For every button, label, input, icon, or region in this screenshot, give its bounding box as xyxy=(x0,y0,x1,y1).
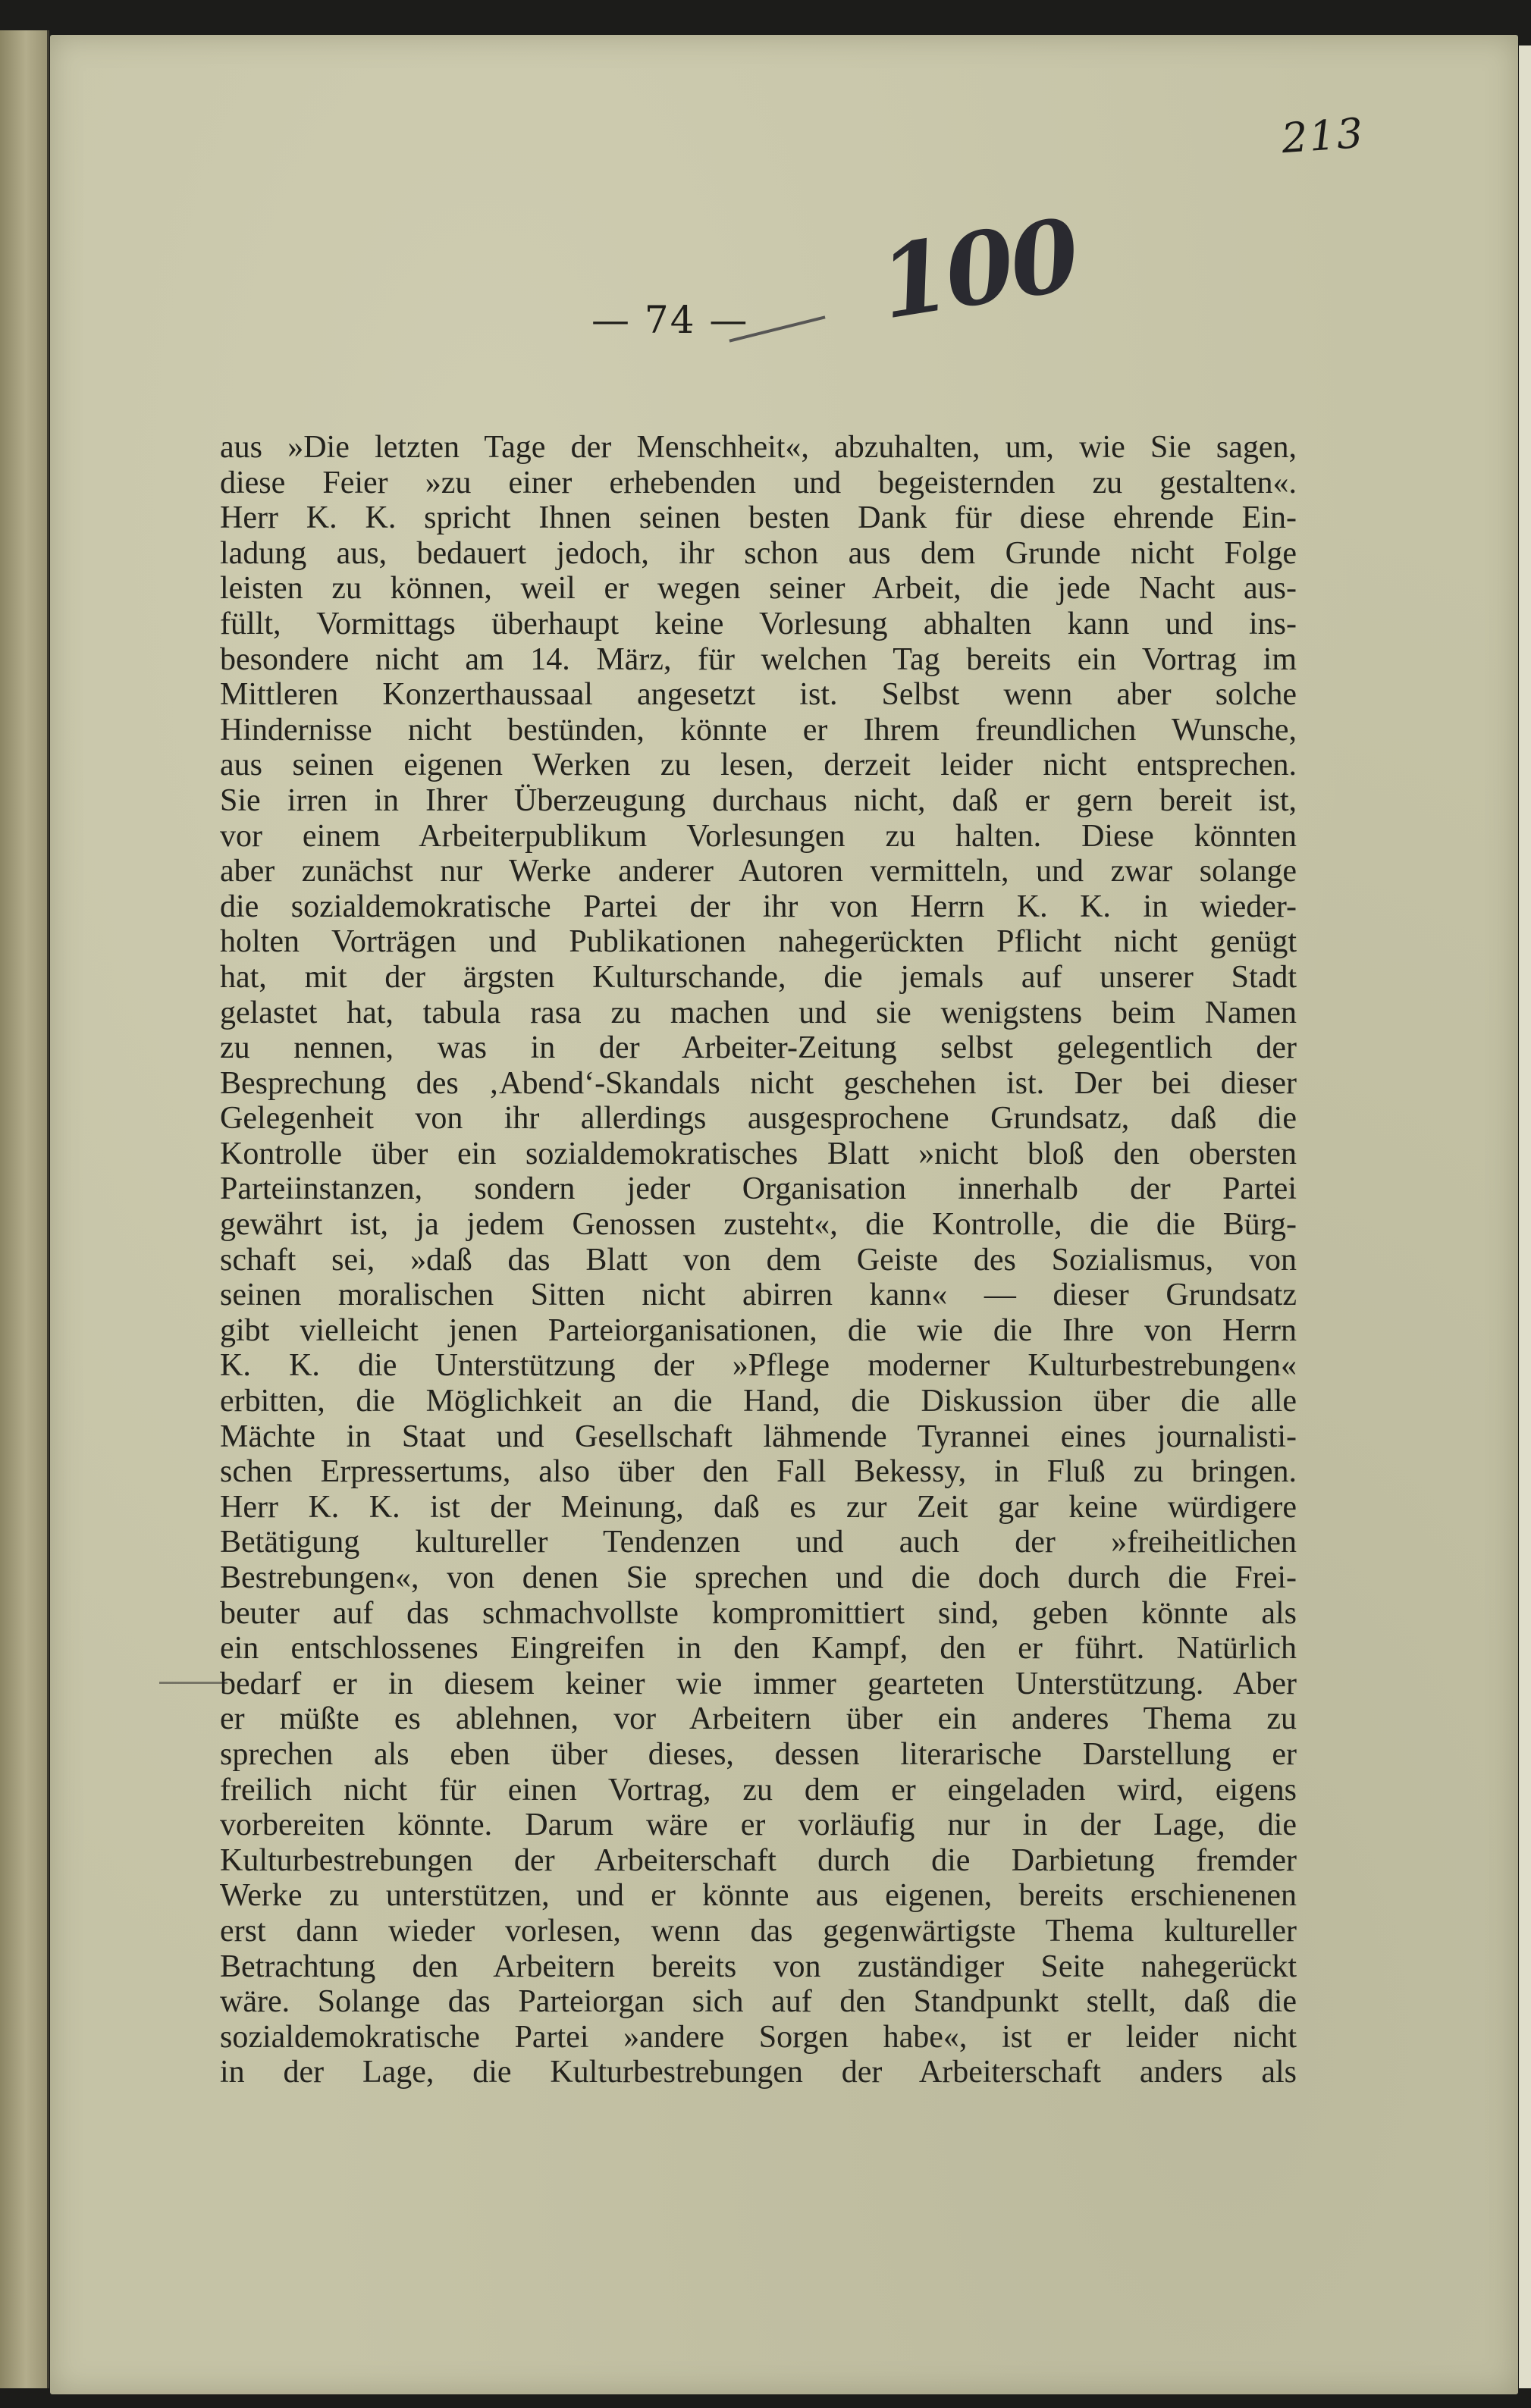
text-line: Hindernisse nicht bestünden, könnte er Ihrem freundlichen Wunsche, xyxy=(220,712,1297,748)
book-spine-edge xyxy=(0,30,49,2388)
text-line: hat, mit der ärgsten Kulturschande, die jemals auf unserer Stadt xyxy=(220,959,1297,995)
text-line: gibt vielleicht jenen Parteiorganisationen, die wie die Ihre von Herrn xyxy=(220,1312,1297,1348)
text-line: gewährt ist, ja jedem Genossen zusteht«, die Kontrolle, die die Bürg- xyxy=(220,1207,1297,1243)
text-line: in der Lage, die Kulturbestrebungen der Arbeiterschaft anders als xyxy=(220,2055,1297,2090)
text-line: Kontrolle über ein sozialdemokratisches Blatt »nicht bloß den obersten xyxy=(220,1136,1297,1171)
text-line: ladung aus, bedauert jedoch, ihr schon aus dem Grunde nicht Folge xyxy=(220,535,1297,571)
text-line: Bestrebungen«, von denen Sie sprechen und die doch durch die Frei- xyxy=(220,1560,1297,1595)
text-line: beuter auf das schmachvollste kompromittiert sind, geben könnte als xyxy=(220,1595,1297,1631)
text-line: Betrachtung den Arbeitern bereits von zuständiger Seite nahegerückt xyxy=(220,1949,1297,1984)
text-line: diese Feier »zu einer erhebenden und begeisternden zu gestalten«. xyxy=(220,465,1297,500)
text-line: die sozialdemokratische Partei der ihr von Herrn K. K. in wieder- xyxy=(220,889,1297,924)
text-line: erst dann wieder vorlesen, wenn das gegenwärtigste Thema kultureller xyxy=(220,1913,1297,1949)
margin-pencil-mark xyxy=(159,1682,227,1684)
text-line: vorbereiten könnte. Darum wäre er vorläufig nur in der Lage, die xyxy=(220,1808,1297,1843)
text-line: ein entschlossenes Eingreifen in den Kampf, den er führt. Natürlich xyxy=(220,1631,1297,1666)
text-line: aus »Die letzten Tage der Menschheit«, abzuhalten, um, wie Sie sagen, xyxy=(220,430,1297,465)
page-edge xyxy=(1519,45,1531,2388)
text-line: Besprechung des ‚Abend‘-Skandals nicht geschehen ist. Der bei dieser xyxy=(220,1065,1297,1101)
text-line: Herr K. K. spricht Ihnen seinen besten Dank für diese ehrende Ein- xyxy=(220,500,1297,536)
text-line: vor einem Arbeiterpublikum Vorlesungen zu halten. Diese könnten xyxy=(220,818,1297,854)
text-line: seinen moralischen Sitten nicht abirren kann« — dieser Grundsatz xyxy=(220,1278,1297,1313)
text-line: sozialdemokratische Partei »andere Sorgen habe«, ist er leider nicht xyxy=(220,2019,1297,2055)
text-line: er müßte es ablehnen, vor Arbeitern über ein anderes Thema zu xyxy=(220,1701,1297,1737)
text-line: füllt, Vormittags überhaupt keine Vorlesung abhalten kann und ins- xyxy=(220,606,1297,641)
text-line: aus seinen eigenen Werken zu lesen, derzeit leider nicht entsprechen. xyxy=(220,748,1297,783)
text-line: aber zunächst nur Werke anderer Autoren vermitteln, und zwar solange xyxy=(220,854,1297,889)
text-line: freilich nicht für einen Vortrag, zu dem er eingeladen wird, eigens xyxy=(220,1772,1297,1808)
text-line: schaft sei, »daß das Blatt von dem Geiste des Sozialismus, von xyxy=(220,1242,1297,1278)
text-line: wäre. Solange das Parteiorgan sich auf den Standpunkt stellt, daß die xyxy=(220,1984,1297,2020)
text-line: erbitten, die Möglichkeit an die Hand, die Diskussion über die alle xyxy=(220,1384,1297,1419)
text-line: Mittleren Konzerthaussaal angesetzt ist. Selbst wenn aber solche xyxy=(220,677,1297,713)
text-line: leisten zu können, weil er wegen seiner Arbeit, die jede Nacht aus- xyxy=(220,571,1297,607)
text-line: holten Vorträgen und Publikationen nahegerückten Pflicht nicht genügt xyxy=(220,924,1297,960)
text-line: Sie irren in Ihrer Überzeugung durchaus nicht, daß er gern bereit ist, xyxy=(220,782,1297,818)
text-line: schen Erpressertums, also über den Fall Bekessy, in Fluß zu bringen. xyxy=(220,1454,1297,1490)
text-line: bedarf er in diesem keiner wie immer gearteten Unterstützung. Aber xyxy=(220,1666,1297,1701)
text-line: Mächte in Staat und Gesellschaft lähmende Tyrannei eines journalisti- xyxy=(220,1419,1297,1454)
text-line: zu nennen, was in der Arbeiter-Zeitung selbst gelegentlich der xyxy=(220,1030,1297,1066)
text-line: besondere nicht am 14. März, für welchen Tag bereits ein Vortrag im xyxy=(220,641,1297,677)
text-line: gelastet hat, tabula rasa zu machen und sie wenigstens beim Namen xyxy=(220,995,1297,1030)
text-line: Herr K. K. ist der Meinung, daß es zur Zeit gar keine würdigere xyxy=(220,1489,1297,1525)
handwritten-annotation: 100 xyxy=(871,196,1084,342)
text-line: Kulturbestrebungen der Arbeiterschaft durch die Darbietung fremder xyxy=(220,1842,1297,1878)
text-line: Parteiinstanzen, sondern jeder Organisation innerhalb der Partei xyxy=(220,1171,1297,1207)
body-text xyxy=(220,430,1297,2090)
text-line: Werke zu unterstützen, und er könnte aus eigenen, bereits erschienenen xyxy=(220,1878,1297,1914)
text-line: sprechen als eben über dieses, dessen literarische Darstellung er xyxy=(220,1736,1297,1772)
text-line: Betätigung kultureller Tendenzen und auch der »freiheitlichen xyxy=(220,1525,1297,1560)
printed-page-number: — 74 — xyxy=(591,298,749,342)
handwritten-folio-number: 213 xyxy=(1280,108,1366,163)
text-line: K. K. die Unterstützung der »Pflege moderner Kulturbestrebungen« xyxy=(220,1348,1297,1384)
text-line: Gelegenheit von ihr allerdings ausgesprochene Grundsatz, daß die xyxy=(220,1101,1297,1137)
